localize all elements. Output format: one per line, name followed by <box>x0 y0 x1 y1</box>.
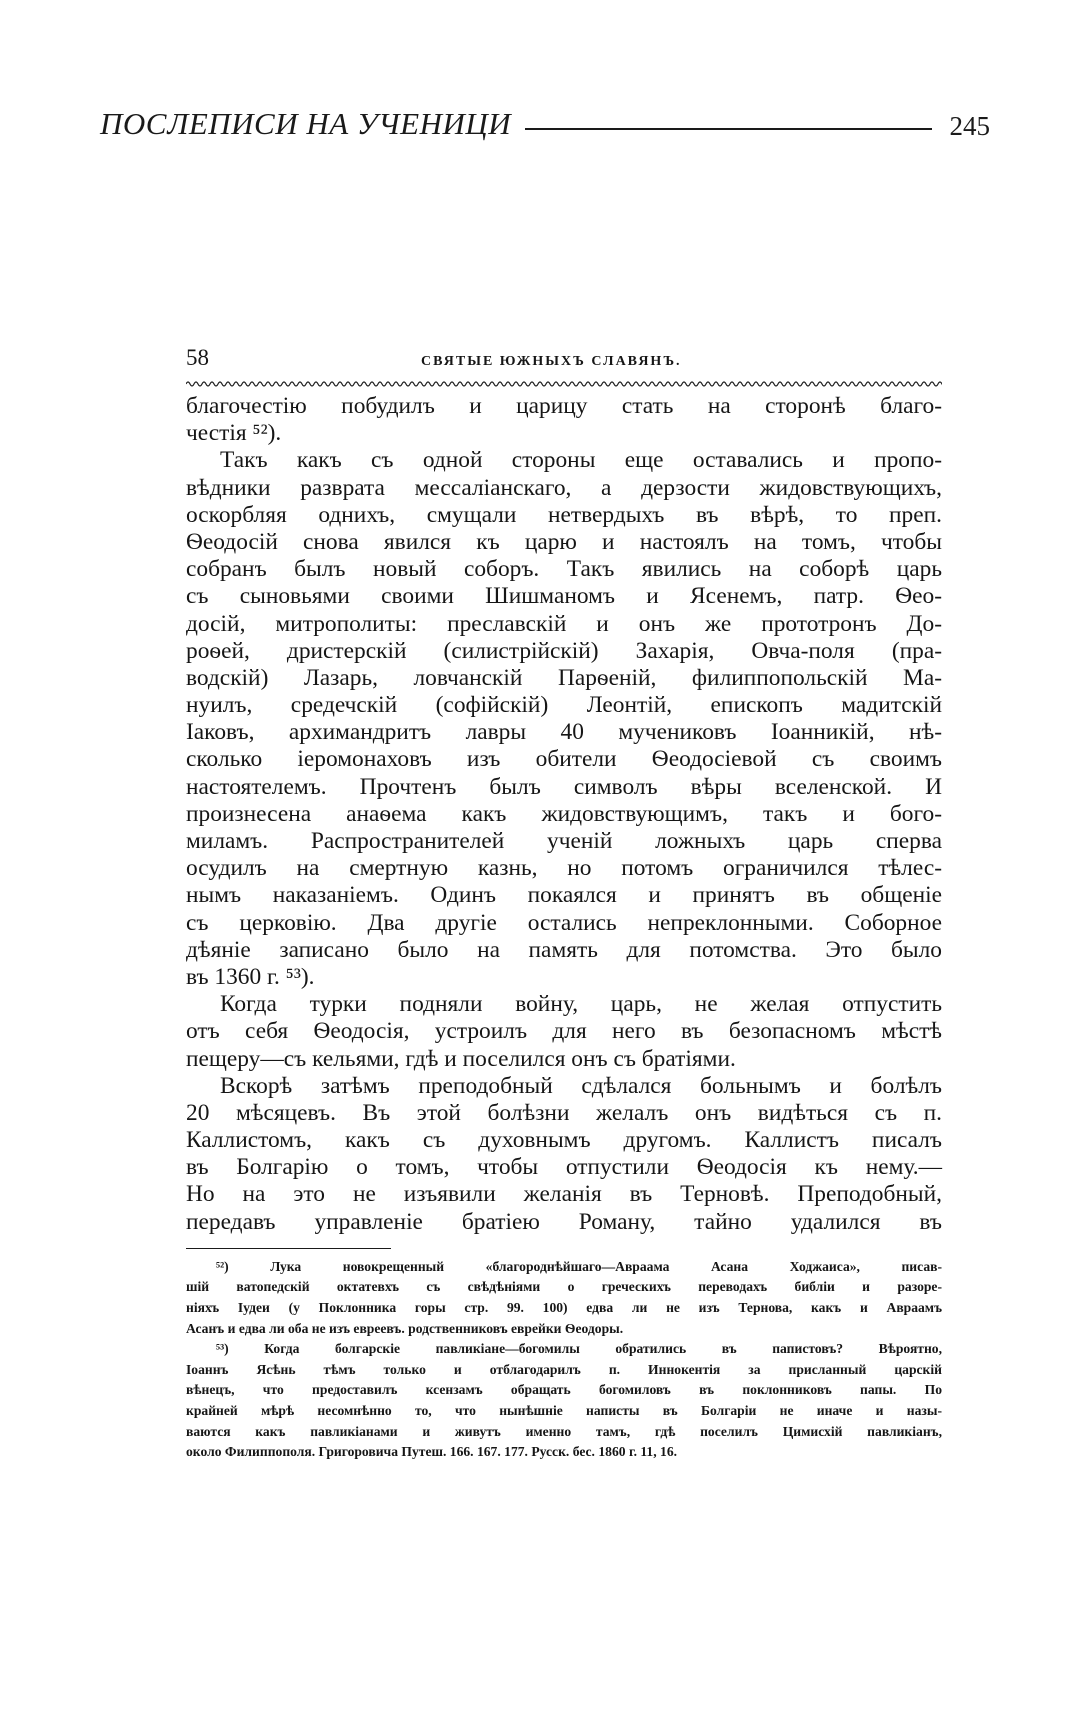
scan-header <box>186 345 942 375</box>
body-line: миламъ. Распространителей ученій ложныхъ царь сперва <box>186 828 942 854</box>
body-line: передавъ управленіе братіею Роману, тайно удалился въ <box>186 1208 942 1235</box>
footnote-line: около Филиппополя. Григоровича Путеш. 166. 167. 177. Русск. бес. 1860 г. 11, 16. <box>186 1444 678 1460</box>
footnote-line: крайней мѣрѣ несомнѣнно то, что нынѣшніе написты въ Болгаріи не иначе и назы- <box>186 1402 942 1418</box>
body-line: благочестію побудилъ и царицу стать на сторонѣ благо- <box>186 393 942 419</box>
body-line: съ церковію. Два другіе остались непреклонными. Соборное <box>186 909 942 936</box>
body-line: Такъ какъ съ одной стороны еще оставались и пропо- <box>220 447 942 474</box>
body-line: въ Болгарію о томъ, чтобы отпустили Ѳеодосія къ нему.— <box>186 1154 942 1181</box>
running-header <box>100 98 990 142</box>
body-line: сколько іеромонаховъ изъ обители Ѳеодосіевой съ своимъ <box>186 746 942 773</box>
body-line: въ 1360 г. ⁵³). <box>186 963 315 990</box>
footnote-line: Іоаннъ Ясѣнь тѣмъ только и отблагодарилъ п. Иннокентія за присланный царскій <box>186 1361 942 1377</box>
footnote-line: шій ватопедскій октатевхъ съ свѣдѣніями о греческихъ переводахъ библіи и разоре- <box>186 1279 942 1295</box>
body-line: 20 мѣсяцевъ. Въ этой болѣзни желалъ онъ видѣться съ п. <box>186 1099 942 1126</box>
body-line: настоятелемъ. Прочтенъ былъ символъ вѣры вселенской. И <box>186 773 942 800</box>
body-line: произнесена анаѳема какъ жидовствующимъ, такъ и бого- <box>186 800 942 827</box>
body-line: осудилъ на смертную казнь, но потомъ ограничился тѣлес- <box>186 855 942 882</box>
body-line: Іаковъ, архимандритъ лавры 40 мучениковъ Іоанникій, нѣ- <box>186 719 942 746</box>
body-line: вѣдники разврата мессаліанскаго, а дерзости жидовствующихъ, <box>186 474 942 501</box>
footnote-line: вѣнецъ, что предоставилъ ксензамъ обращать богомиловъ въ поклонниковъ папы. По <box>186 1382 942 1398</box>
body-line: Ѳеодосій снова явился къ царю и настоялъ на томъ, чтобы <box>186 528 942 555</box>
body-line: дѣяніе записано было на память для потомства. Это было <box>186 936 942 963</box>
footnote-line: ваются какъ павликіанами и живутъ именно тамъ, гдѣ поселилъ Цимисхій павликіанъ, <box>186 1423 942 1439</box>
body-line: водскій) Лазарь, ловчанскій Парѳеній, филиппопольскій Ма- <box>186 664 942 691</box>
footnotes <box>186 1257 942 1463</box>
body-line: нуилъ, средечскій (софійскій) Леонтій, епископъ мадитскій <box>186 692 942 719</box>
body-line: отъ себя Ѳеодосія, устроилъ для него въ безопасномъ мѣстѣ <box>186 1018 942 1045</box>
body-line: нымъ наказаніемъ. Одинъ покаялся и принятъ въ общеніе <box>186 882 942 909</box>
scanned-page <box>186 345 942 1463</box>
body-line: Каллистомъ, какъ съ духовнымъ другомъ. Каллистъ писалъ <box>186 1127 942 1154</box>
body-line: пещеру—съ кельями, гдѣ и поселился онъ съ братіями. <box>186 1045 736 1072</box>
body-line: честія ⁵²). <box>186 420 282 447</box>
footnote-line: ніяхъ Іудеи (у Поклонника горы стр. 99. 100) едва ли не изъ Тернова, какъ и Авраамъ <box>186 1300 942 1315</box>
page-number: 245 <box>949 111 990 141</box>
running-title: ПОСЛЕПИСИ НА УЧЕНИЦИ <box>100 106 512 141</box>
scan-running-head: СВЯТЫЕ ЮЖНЫХЪ СЛАВЯНЪ. <box>421 354 682 369</box>
body-line: оскорбляя однихъ, смущали нетвердыхъ въ вѣрѣ, то преп. <box>186 501 942 528</box>
footnote-line: ⁵²) Лука новокрещенный «благороднѣйшаго—Авраама Асана Ходжаиса», писав- <box>216 1258 942 1274</box>
body-line: Вскорѣ затѣмъ преподобный сдѣлался больнымъ и болѣлъ <box>220 1072 942 1099</box>
footnote-line: Асанъ и едва ли оба не изъ евреевъ. родственниковъ еврейки Ѳеодоры. <box>186 1320 624 1336</box>
body-line: роѳей, дристерскій (силистрійскій) Захарія, Овча-поля (пра- <box>186 637 942 664</box>
body-line: Но на это не изъявили желанія въ Терновѣ. Преподобный, <box>186 1181 942 1208</box>
scan-page-number: 58 <box>186 345 209 370</box>
header-rule <box>525 128 931 130</box>
body-text <box>186 393 942 1236</box>
wavy-rule <box>186 379 942 389</box>
body-line: собранъ былъ новый соборъ. Такъ явились на соборѣ царь <box>186 556 942 583</box>
body-line: Когда турки подняли войну, царь, не желая отпустить <box>220 991 942 1018</box>
footnote-line: ⁵³) Когда болгарскіе павликіане—богомилы обратились въ папистовъ? Вѣроятно, <box>216 1341 942 1357</box>
body-line: досій, митрополиты: преславскій и онъ же прототронъ До- <box>186 610 942 637</box>
footnote-rule <box>186 1248 391 1249</box>
body-line: съ сыновьями своими Шишманомъ и Ясенемъ, патр. Ѳео- <box>186 583 942 610</box>
